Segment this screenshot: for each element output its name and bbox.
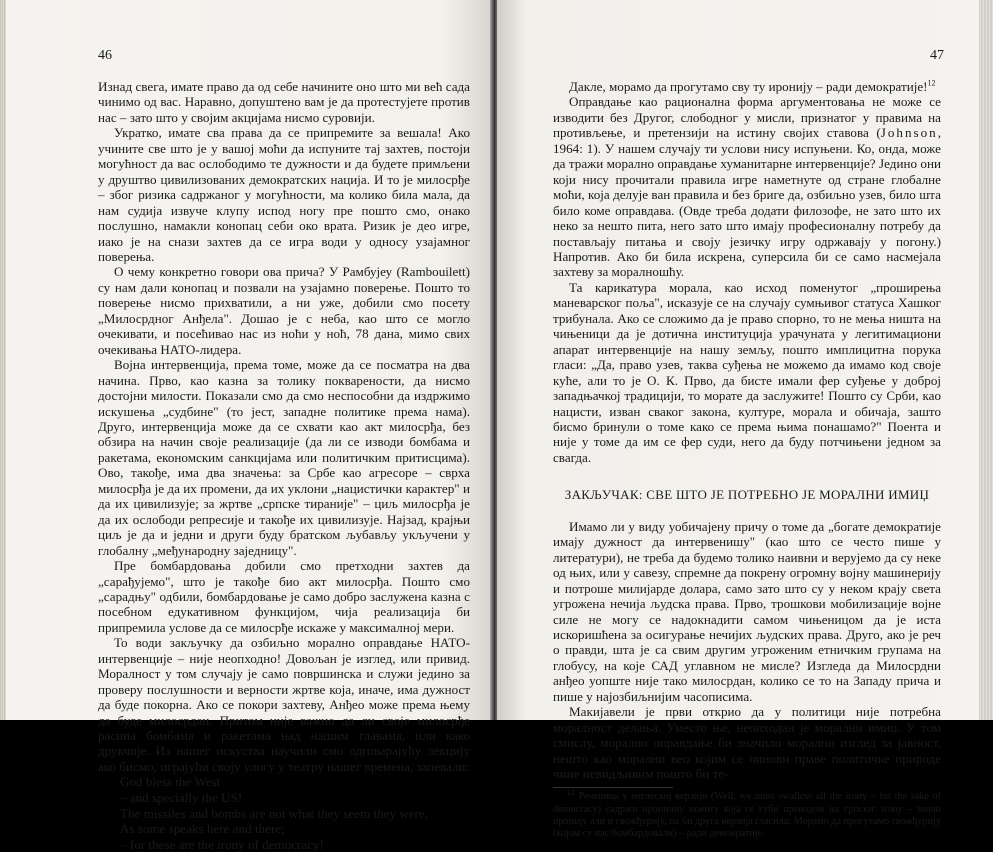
verse-line: God bless the West	[120, 774, 221, 790]
footnote-text: Реченица у енглеској верзији (Well, we must swallow all the irony – for the sake of democracy) садржи ироничну поенту која се губи преводом на српски: irony – значи иронију али и гвожђурију, па би друга верзија гласила: Морамо да прогутамо гвожђурију (којом су нас бомбардовали) – ради демократије.	[553, 791, 941, 840]
verse-line: As some speaks here and there;	[120, 821, 285, 837]
verse-line: The missiles and bombs are not what they seem they were,	[120, 805, 428, 821]
first-line-text: Дакле, морамо да прогутамо сву ту иронију – ради демократије!	[569, 79, 928, 94]
footnote	[553, 788, 941, 840]
paragraph: Та карикатура морала, као исход поменутог „проширења маневарског поља", исказује се на случају сумњивог статуса Хашког трибунала. Ако се сложимо да је право спорно, то не мења ништа на чињеници да је дотична институција урачуната у легитимациони апарат интервенције на нашу земљу, пошто имплицитна порука гласи: „Да, право узев, таква суђења не можемо да имамо код своје куће, али то је О. К. Прво, да бисте имали фер суђење у доброј западњачкој традицији, то морате да заслужите! Пошто су Срби, као нацисти, изван сваког закона, културе, морала и обичаја, зашто бисмо бринули о томе како се према њима понашамо?" Поента и није у томе да им се фер суди, него да буду потчињени једном за свагда.	[553, 279, 941, 465]
paragraph: Макијавели је први открио да у политици није потребна моралност делања. Уместо ње, неопходан је морални имиџ. У том смислу, морално оправдање би значило морални изглед за јавност, нешто као морални вео којим се чинови праве политичке природе чине невидљивим пошто би те-	[553, 704, 941, 782]
verse-line: – and specially the US!	[120, 789, 243, 805]
footnote-number: 12	[567, 788, 575, 798]
verse-line: – for these are the irony of democracy!	[120, 836, 324, 852]
paragraph: Војна интервенција, према томе, може да се посматра на два начина. Прво, као казна за толику покварености, да нисмо достојни милости. Показали смо да смо неспособни да издржимо искушења „судбине" (то јест, западне политике према нама). Друго, интервенција може да се схвати као акт милосрђа, без обзира на начин своје реализације (да ли се изводи бомбама и ракетама, економским санкцијама или политичким притисцима). Ово, такође, има два значења: за Србе као агресоре – сврха милосрђа је да их промени, да их уклони „нацистички карактер" и да их цивилизује; за жртве „српске тираније" – циљ милосрђа је да их ослободи репресије и такође их цивилизује. Најзад, крајњи циљ је да и једни и други буду братском љубављу укључени у глобалну „међународну заједницу".	[98, 357, 470, 558]
paragraph	[553, 94, 941, 279]
paragraph: То води закључку да озбиљно морално оправдање НАТО-интервенције – није неопходно! Довољан је изглед, или привид. Моралност у том случају је само површинска и служи једино за проверу послушности и верности жртве која, иначе, има дужност да буде покорна. Ако се покори захтеву, Анђео може према њему да буде милосрдан. Притом није важно да ли своје милосрђе расипа бомбама и ракетама над нашим главама, или како друкчије. Из нашег искуства научили смо одговарајућу лекцију ако бисмо, играјући своју улогу у театру нашег времена, запевали:	[98, 635, 470, 774]
page-edge-left	[0, 0, 6, 720]
paragraph: Имамо ли у виду уобичајену причу о томе да „богате демократије имају дужност да интервенишу" (као што се често пише у литератури), не треба да будемо толико наивни и верујемо да су неке од њих, или у савезу, спремне да покрену огромну војну машинерију и потроше милијарде долара, само зато што су у неком крају света угрожена нечија људска права. Прво, трошкови мобилизације војне силе не могу се надокнадити самом чињеницом да је иста искоришћена за осигурање нечијих људских права. Друго, ако је реч о правди, шта је са свим другим угроженим етничким групама на глобусу, на које САД углавном не мисле? Изгледа да Милосрдни анђео уопште није тако милосрдан, колико се то на Западу прича и пише у најозбиљнијим часописима.	[553, 518, 941, 704]
right-page	[497, 0, 993, 840]
page-number-left: 46	[98, 48, 112, 63]
paragraph: Изнад свега, имате право да од себе начините оно што ми већ сада чинимо од вас. Наравно, допуштено вам је да протестујете против нас – зато што у својим акцијама нисмо суровији.	[98, 79, 470, 125]
footnote-marker: 12	[927, 78, 936, 88]
left-page	[0, 0, 492, 852]
paragraph: Пре бомбардовања добили смо претходни захтев да „сарађујемо", што је такође био акт милосрђа. Пошто смо „сарадњу" одбили, бомбардовање је само добро заслужена казна с посебном едукативном функцијом, чија реализација би припремила услове да се милосрђе искаже у максималној мери.	[98, 558, 470, 635]
song-verse	[98, 774, 470, 852]
page-number-right: 47	[930, 48, 944, 63]
page-edge-right	[979, 0, 993, 720]
paragraph	[553, 79, 941, 94]
paragraph-text: Оправдање као рационална форма аргументовања не може се изводити без Другог, слободног у мисли, признатог у правима на противљење, и претензији на истину својих ставова (	[553, 94, 941, 141]
cited-author: Johnson	[880, 125, 938, 141]
paragraph: Укратко, имате сва права да се припремите за вешала! Ако учините све што је у вашој моћи да испуните тај захтев, постоји могућност да вас ослободимо те дужности и да будете примљени у друштво цивилизованих демократских нација. И то је милосрђе – због ризика садржаног у могућности, ма колико била мала, да нам судија извуче клупу испод ногу пре пошто смо, онако послушно, намакли конопац себи око врата. Ризик је део игре, иако је на снази захтев да се игра води у односу узајамног поверења.	[98, 125, 470, 264]
left-page-body	[98, 79, 470, 852]
right-page-body	[553, 79, 941, 840]
paragraph-text: , 1964: 1). У нашем случају ти услови нису испуњени. Ко, онда, може да тражи морално оправдање хуманитарне интервенције? Једино они који нису прочитали правила игре наметнуте од стране глобалне моћи, која делује ван правила и без бриге да, озбиљно узев, било шта било коме оправдава. (Овде треба додати филозофе, не зато што их неко за нешто пита, него зато што имају професионалну потребу да постављају питања и своју језичку игру одржавају у погону.) Напротив. Ако би била искрена, суперсила би се само насмејала захтеву за моралношћу.	[553, 125, 941, 280]
paragraph: О чему конкретно говори ова прича? У Рамбујеу (Rambouilett) су нам дали конопац и позвали на узајамно поверење. Пошто то поверење нисмо прихватили, а ни уже, добили смо посету „Милосрдног Анђела". Дошао је с неба, као што се могло очекивати, и посећивао нас из ноћи у ноћ, 78 дана, мимо свих очекивања НАТО-лидера.	[98, 264, 470, 357]
section-heading: ЗАКЉУЧАК: СВЕ ШТО ЈЕ ПОТРЕБНО ЈЕ МОРАЛНИ ИМИЏ	[564, 487, 930, 503]
